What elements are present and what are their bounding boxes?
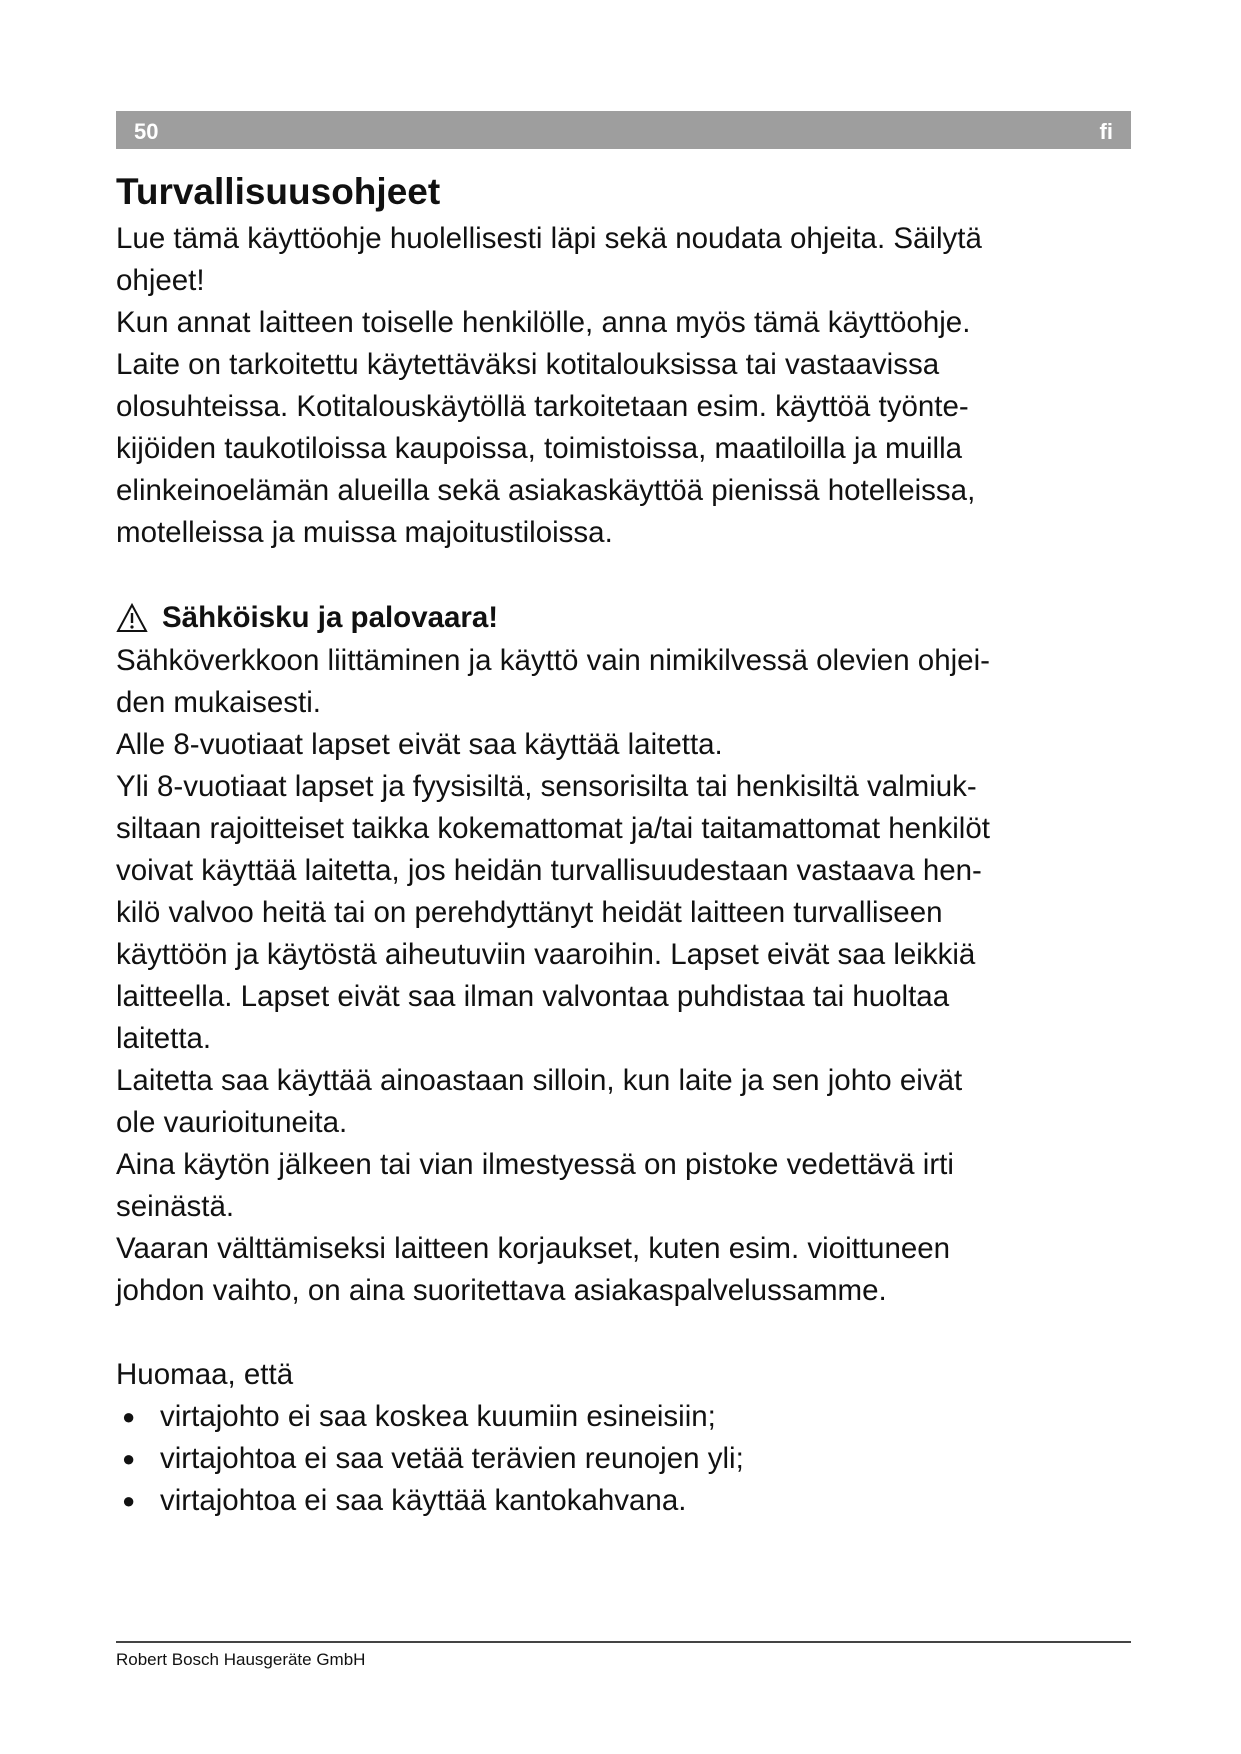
note-section: [116, 1354, 1136, 1522]
footer-company: Robert Bosch Hausgeräte GmbH: [116, 1650, 366, 1669]
intro-paragraph: Kun annat laitteen toiselle henkilölle, anna myös tämä käyttöohje.: [116, 306, 971, 339]
warning-paragraph: Vaaran välttämiseksi laitteen korjaukset, kuten esim. vioittuneen johdon vaihto, on aina suoritettava asiakaspalvelussamme.: [116, 1232, 951, 1307]
list-item: ● virtajohto ei saa koskea kuumiin esineisiin;: [116, 1396, 1136, 1438]
warning-paragraph: Laitetta saa käyttää ainoastaan silloin, kun laite ja sen johto eivät ole vaurioituneita.: [116, 1064, 963, 1139]
warning-paragraph: Sähköverkkoon liittäminen ja käyttö vain nimikilvessä olevien ohjei- den mukaisesti.: [116, 644, 990, 719]
warning-title: Sähköisku ja palovaara!: [162, 601, 499, 634]
language-code: fi: [1099, 119, 1113, 144]
page-header-bar: [116, 111, 1131, 149]
section-title: Turvallisuusohjeet: [116, 171, 441, 212]
intro-paragraph: Laite on tarkoitettu käytettäväksi kotitalouksissa tai vastaavissa olosuhteissa. Kotitalouskäytöllä tarkoitetaan esim. käyttöä työnte- kijöiden taukotiloissa kaupoissa, toimistoissa, maatiloilla ja muilla elinkeinoelämän alueilla sekä asiakaskäyttöä pienissä hotelleissa, motelleissa ja muissa majoitustiloissa.: [116, 348, 976, 549]
note-list: [116, 1396, 1136, 1522]
list-item: ● virtajohtoa ei saa käyttää kantokahvana.: [116, 1480, 1136, 1522]
warning-section: [116, 596, 1136, 1312]
warning-paragraph: Alle 8-vuotiaat lapset eivät saa käyttää laitetta.: [116, 728, 723, 761]
bullet-icon: ●: [122, 1404, 136, 1429]
note-intro: Huomaa, että: [116, 1358, 294, 1391]
page-number: 50: [134, 119, 159, 144]
bullet-icon: ●: [122, 1488, 136, 1513]
list-item: ● virtajohtoa ei saa vetää terävien reunojen yli;: [116, 1438, 1136, 1480]
warning-triangle-icon: [116, 603, 148, 633]
intro-section: [116, 218, 1136, 554]
bullet-icon: ●: [122, 1446, 136, 1471]
document-content: [116, 170, 1136, 1522]
footer-divider: [116, 1641, 1131, 1643]
warning-paragraph: Aina käytön jälkeen tai vian ilmestyessä on pistoke vedettävä irti seinästä.: [116, 1148, 954, 1223]
warning-paragraph: Yli 8-vuotiaat lapset ja fyysisiltä, sensorisilta tai henkisiltä valmiuk- siltaan rajoitteiset taikka kokemattomat ja/tai taitamattomat henkilöt voivat käyttää laitetta, jos heidän turvallisuudestaan vastaava hen- kilö valvoo heitä tai on perehdyttänyt heidät laitteen turvalliseen käyttöön ja käytöstä aiheutuviin vaaroihin. Lapset eivät saa leikkiä laitteella. Lapset eivät saa ilman valvontaa puhdistaa tai huoltaa laitetta.: [116, 770, 990, 1055]
warning-heading: [116, 596, 1136, 640]
intro-paragraph: Lue tämä käyttöohje huolellisesti läpi sekä noudata ohjeita. Säilytä ohjeet!: [116, 222, 982, 297]
